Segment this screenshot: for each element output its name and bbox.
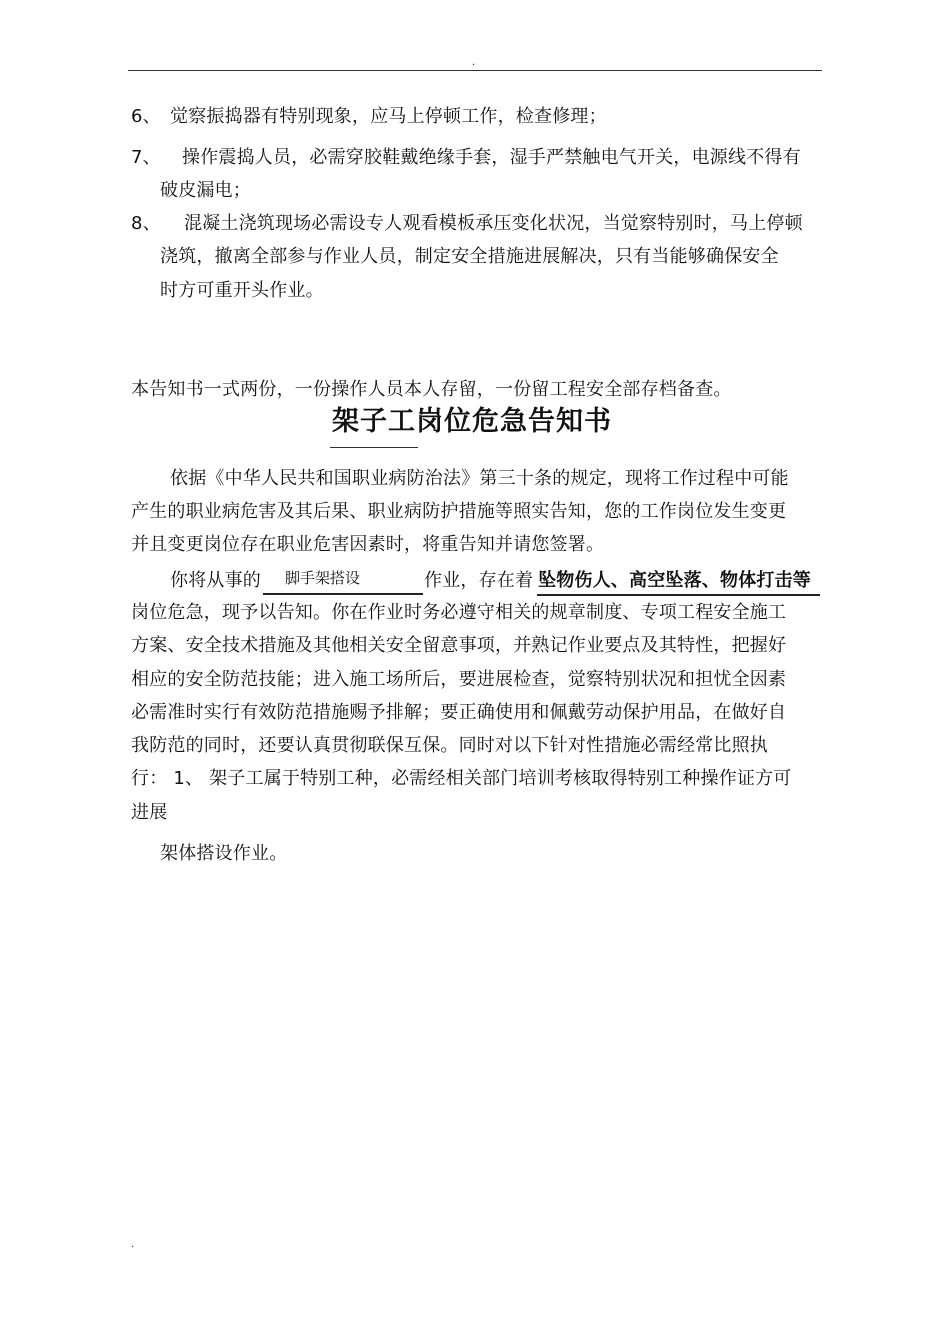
last-line: 架体搭设作业。	[160, 843, 288, 864]
intro-line: 产生的职业病危害及其后果、职业病防护措施等照实告知，您的工作岗位发生变更	[131, 501, 787, 522]
list-item-line: 操作震捣人员，必需穿胶鞋戴绝缘手套，湿手严禁触电气开关，电源线不得有	[182, 147, 801, 168]
list-item-number: 7、	[131, 147, 161, 168]
list-item-line: 浇筑，撤离全部参与作业人员，制定安全措施进展解决，只有当能够确保安全	[160, 246, 779, 267]
header-rule	[128, 70, 822, 71]
list-item-line: 觉察振捣器有特别现象，应马上停顿工作，检查修理；	[170, 106, 607, 127]
body-line: 必需准时实行有效防范措施赐予排解；要正确使用和佩戴劳动保护用品，在做好自	[131, 702, 787, 723]
intro-line: 并且变更岗位存在职业危害因素时，将重告知并请您签署。	[131, 534, 605, 555]
list-item-line: 混凝土浇筑现场必需设专人观看模板承压变化状况，当觉察特别时，马上停顿	[184, 213, 803, 234]
body-line: 岗位危急，现予以告知。你在作业时务必遵守相关的规章制度、专项工程安全施工	[131, 602, 787, 623]
body-line: 我防范的同时，还要认真贯彻联保互保。同时对以下针对性措施必需经常比照执	[131, 735, 768, 756]
hazard-list: 坠物伤人、高空坠落、物体打击等	[538, 570, 811, 591]
list-item-number: 6、	[131, 106, 161, 127]
body-line: 方案、安全技术措施及其他相关安全留意事项，并熟记作业要点及其特性，把握好	[131, 635, 787, 656]
title-underline	[330, 447, 418, 448]
job-name-field: 脚手架搭设	[285, 569, 361, 587]
job-sentence-middle: 作业，存在着	[424, 570, 534, 591]
list-item-number: 8、	[131, 213, 161, 234]
job-name-underline	[263, 593, 423, 595]
job-sentence-prefix: 你将从事的	[170, 570, 261, 591]
hazard-underline	[537, 594, 820, 596]
copies-note: 本告知书一式两份，一份操作人员本人存留，一份留工程安全部存档备查。	[131, 379, 732, 400]
body-line: 相应的安全防范技能；进入施工场所后，要进展检查，觉察特别状况和担忧全因素	[131, 669, 787, 690]
header-mark: .	[472, 57, 476, 68]
footer-mark: .	[131, 1239, 135, 1250]
body-line: 进展	[131, 802, 168, 823]
list-item-line: 时方可重开头作业。	[160, 280, 324, 301]
list-item-line: 破皮漏电；	[160, 180, 251, 201]
body-line: 行： 1、 架子工属于特别工种，必需经相关部门培训考核取得特别工种操作证方可	[131, 768, 792, 789]
intro-line: 依据《中华人民共和国职业病防治法》第三十条的规定，现将工作过程中可能	[170, 468, 789, 489]
document-title: 架子工岗位危急告知书	[332, 406, 612, 437]
